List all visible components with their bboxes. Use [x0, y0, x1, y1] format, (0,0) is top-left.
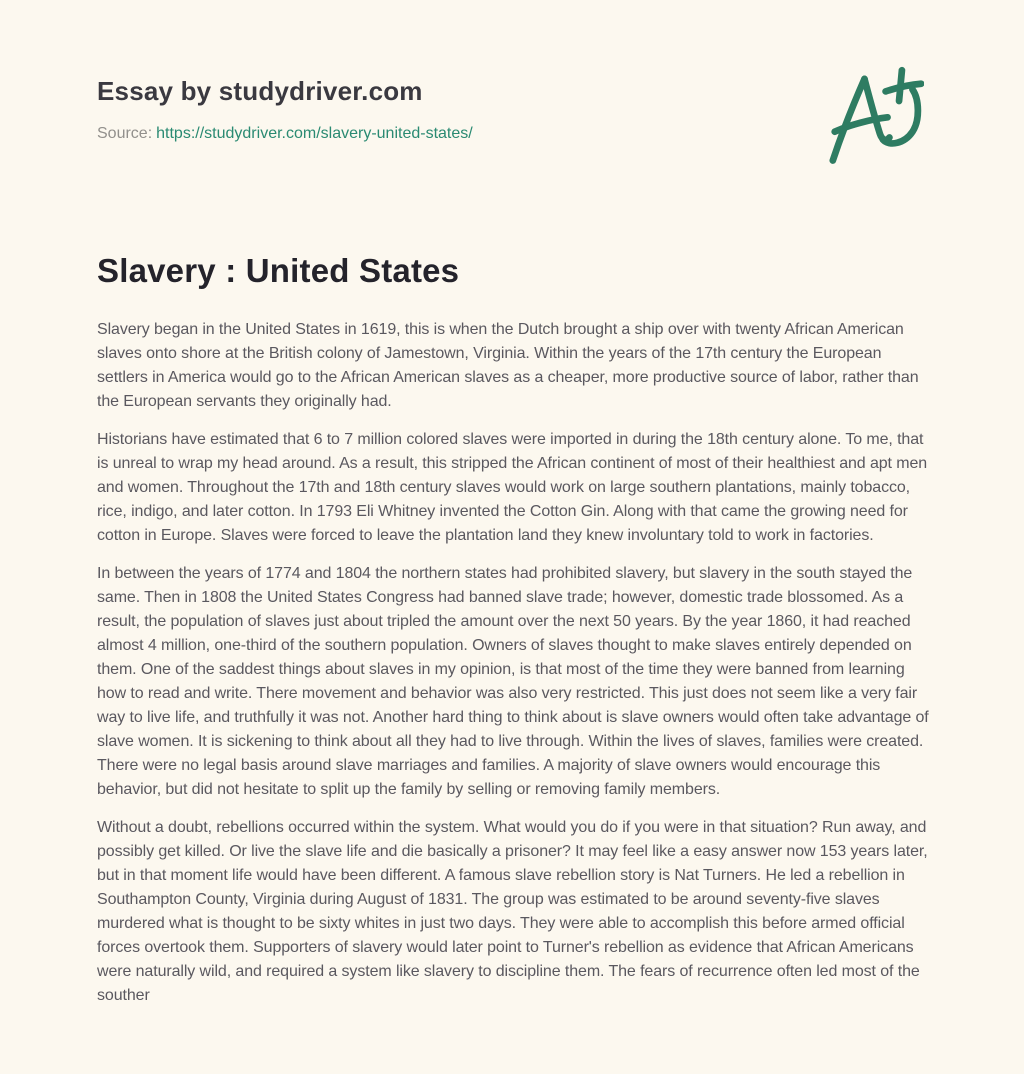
essay-paragraph-4: Without a doubt, rebellions occurred within the system. What would you do if you were in that situation? Run away, and possibly get killed. Or live the slave life and die basically a prisoner? It may feel like a easy answer now 153 years later, but in that moment life would have been different. A famous slave rebellion story is Nat Turners. He led a rebellion in Southampton County, Virginia during August of 1831. The group was estimated to be around seventy-five slaves murdered what is thought to be sixty whites in just two days. They were able to accomplish this before armed official forces overtook them. Supporters of slavery would later point to Turner's rebellion as evidence that African Americans were naturally wild, and required a system like slavery to discipline them. The fears of recurrence often led most of the souther — [97, 819, 928, 1004]
page-title: Essay by studydriver.com — [97, 76, 423, 106]
essay-paragraph-2: Historians have estimated that 6 to 7 million colored slaves were imported in during the 18th century alone. To me, that is unreal to wrap my head around. As a result, this stripped the African continent of most of their healthiest and apt men and women. Throughout the 17th and 18th century slaves would work on large southern plantations, mainly tobacco, rice, indigo, and later cotton. In 1793 Eli Whitney invented the Cotton Gin. Along with that came the growing need for cotton in Europe. Slaves were forced to leave the plantation land they knew involuntary told to work in factories. — [97, 431, 928, 544]
essay-paragraph-3: In between the years of 1774 and 1804 the northern states had prohibited slavery, but slavery in the south stayed the same. Then in 1808 the United States Congress had banned slave trade; however, domestic trade blossomed. As a result, the population of slaves just about tripled the amount over the next 50 years. By the year 1860, it had reached almost 4 million, one-third of the southern population. Owners of slaves thought to make slaves entirely depended on them. One of the saddest things about slaves in my opinion, is that most of the time they were banned from learning how to read and write. There movement and behavior was also very restricted. This just does not seem like a very fair way to live life, and truthfully it was not. Another hard thing to think about is slave owners would often take advantage of slave women. It is sickening to think about all they had to live through. Within the lives of slaves, families were created. There were no legal basis around slave marriages and families. A majority of slave owners would encourage this behavior, but did not hesitate to split up the family by selling or removing family members. — [97, 565, 929, 798]
studydriver-a-plus-logo-icon — [828, 62, 924, 164]
source-link[interactable]: https://studydriver.com/slavery-united-states/ — [156, 125, 473, 142]
source-line — [97, 122, 928, 146]
header — [97, 76, 928, 146]
essay-title: Slavery : United States — [97, 252, 460, 289]
source-label: Source: — [97, 125, 153, 142]
essay-body — [97, 318, 931, 1008]
essay-paragraph-1: Slavery began in the United States in 1619, this is when the Dutch brought a ship over with twenty African American slaves onto shore at the British colony of Jamestown, Virginia. Within the years of the 17th century the European settlers in America would go to the African American slaves as a cheaper, more productive source of labor, rather than the European servants they originally had. — [97, 321, 919, 410]
